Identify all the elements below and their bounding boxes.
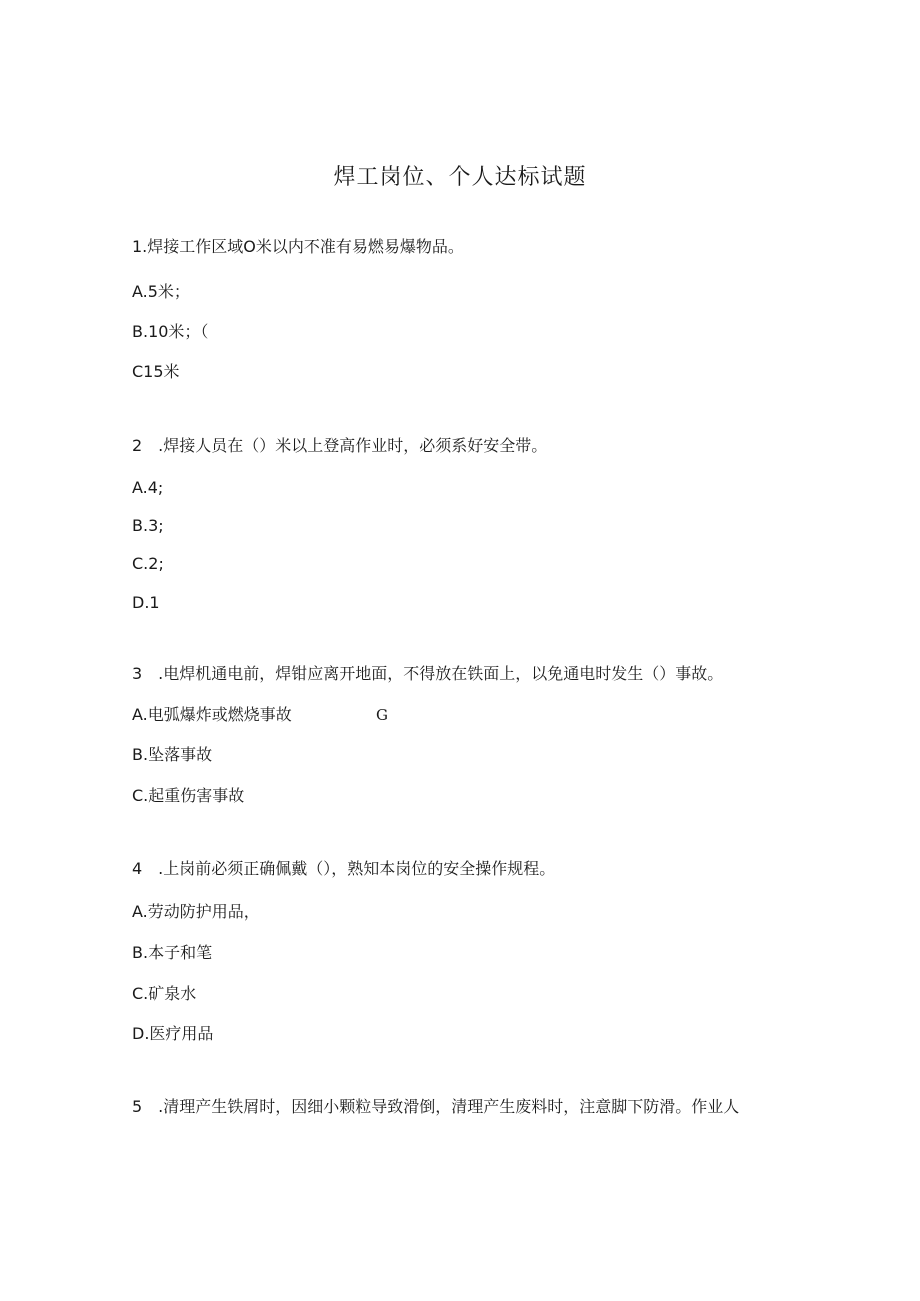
question-4-stem: 4 .上岗前必须正确佩戴（），熟知本岗位的安全操作规程。 xyxy=(132,859,556,878)
question-2-option-d: D.1 xyxy=(132,593,160,612)
question-2-option-c: C.2; xyxy=(132,554,164,573)
question-4-option-d: D.医疗用品 xyxy=(132,1024,214,1043)
question-3-option-b: B.坠落事故 xyxy=(132,745,213,764)
question-1-stem: 1.焊接工作区域O米以内不准有易燃易爆物品。 xyxy=(132,237,464,256)
stray-mark: G xyxy=(376,706,388,724)
question-1-option-c: C15米 xyxy=(132,362,180,381)
question-2-stem: 2 .焊接人员在（）米以上登高作业时，必须系好安全带。 xyxy=(132,436,548,455)
question-4-option-b: B.本子和笔 xyxy=(132,943,213,962)
question-3-option-c: C.起重伤害事故 xyxy=(132,786,245,805)
question-5-stem: 5 .清理产生铁屑时，因细小颗粒导致滑倒，清理产生废料时，注意脚下防滑。作业人 xyxy=(132,1097,740,1116)
question-3-option-a: A.电弧爆炸或燃烧事故 xyxy=(132,705,292,724)
document-title: 焊工岗位、个人达标试题 xyxy=(333,165,587,190)
question-4-option-a: A.劳动防护用品， xyxy=(132,902,260,921)
question-2-option-b: B.3; xyxy=(132,516,164,535)
question-1-option-a: A.5米； xyxy=(132,282,190,301)
question-1-option-b: B.10米；（ xyxy=(132,322,209,341)
question-3-stem: 3 .电焊机通电前，焊钳应离开地面，不得放在铁面上，以免通电时发生（）事故。 xyxy=(132,664,724,683)
question-4-option-c: C.矿泉水 xyxy=(132,984,197,1003)
question-2-option-a: A.4; xyxy=(132,478,164,497)
